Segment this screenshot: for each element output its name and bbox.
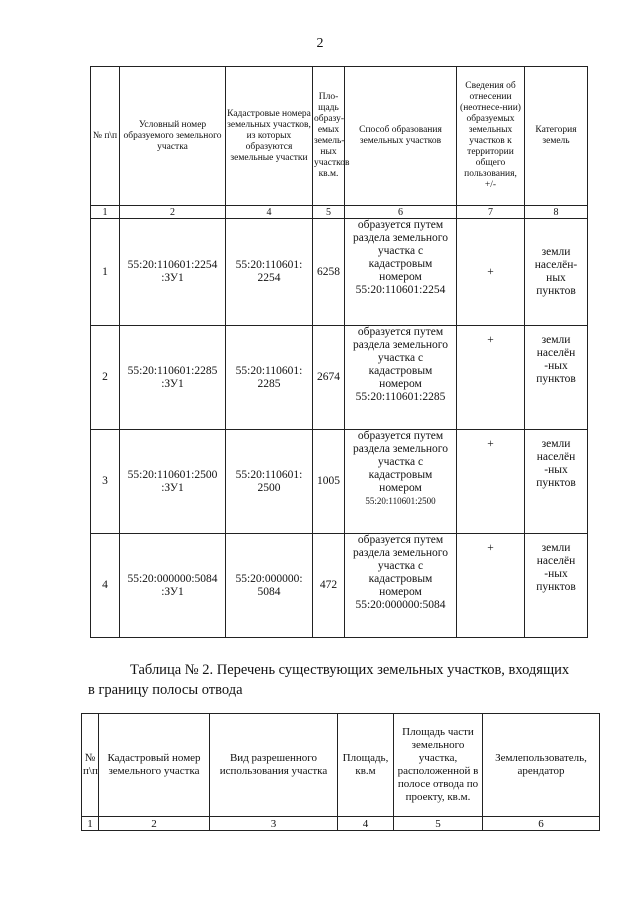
col-number: 2 xyxy=(99,817,210,831)
formation-method-cadastral: 55:20:110601:2500 xyxy=(365,496,436,506)
col-number: 5 xyxy=(313,206,345,219)
table2-caption xyxy=(88,660,598,700)
col-number: 6 xyxy=(483,817,600,831)
conditional-number: 55:20:110601:2285 :ЗУ1 xyxy=(120,326,226,430)
header-land-category: Категория земель xyxy=(525,67,588,206)
land-category: земли населён -ных пунктов xyxy=(525,326,588,430)
header-permitted-use: Вид разрешенного использования участка xyxy=(210,714,338,817)
header-area: Площадь, кв.м xyxy=(338,714,394,817)
col-number: 4 xyxy=(338,817,394,831)
table-row xyxy=(91,219,588,326)
col-number: 1 xyxy=(91,206,120,219)
col-number: 6 xyxy=(345,206,457,219)
public-use-flag: + xyxy=(457,534,525,638)
col-number: 7 xyxy=(457,206,525,219)
conditional-number: 55:20:110601:2500 :ЗУ1 xyxy=(120,430,226,534)
cadastral-number: 55:20:000000: 5084 xyxy=(226,534,313,638)
area: 1005 xyxy=(313,430,345,534)
conditional-number: 55:20:000000:5084 :ЗУ1 xyxy=(120,534,226,638)
col-number: 2 xyxy=(120,206,226,219)
row-number: 3 xyxy=(91,430,120,534)
formation-method: образуется путем раздела земельного участка с кадастровым номером 55:20:110601:2254 xyxy=(345,219,457,326)
header-num: № п\п xyxy=(82,714,99,817)
caption-line-1: Таблица № 2. Перечень существующих земельных участков, входящих xyxy=(130,662,570,678)
header-public-use-info: Сведения об отнесении (неотнесе-нии) образуемых земельных участков к территории общего пользования, +/- xyxy=(457,67,525,206)
header-cadastral-number: Кадастровый номер земельного участка xyxy=(99,714,210,817)
row-number: 1 xyxy=(91,219,120,326)
public-use-flag: + xyxy=(457,430,525,534)
formation-method: образуется путем раздела земельного участка с кадастровым номером 55:20:000000:5084 xyxy=(345,534,457,638)
row-number: 4 xyxy=(91,534,120,638)
land-category: земли населён -ных пунктов xyxy=(525,534,588,638)
col-number: 1 xyxy=(82,817,99,831)
column-number-row xyxy=(82,817,600,831)
formation-method xyxy=(345,430,457,534)
land-category: земли населён -ных пунктов xyxy=(525,430,588,534)
land-category: земли населён-ных пунктов xyxy=(525,219,588,326)
caption-line-2: в границу полосы отвода xyxy=(88,682,243,698)
cadastral-number: 55:20:110601: 2285 xyxy=(226,326,313,430)
page-number: 2 xyxy=(316,36,324,51)
existing-plots-table xyxy=(81,713,600,831)
column-number-row xyxy=(91,206,588,219)
header-cadastral-numbers: Кадастровые номера земельных участков, из которых образуются земельные участки xyxy=(226,67,313,206)
area: 2674 xyxy=(313,326,345,430)
formation-method: образуется путем раздела земельного участка с кадастровым номером 55:20:110601:2285 xyxy=(345,326,457,430)
area: 6258 xyxy=(313,219,345,326)
row-number: 2 xyxy=(91,326,120,430)
header-formation-method: Способ образования земельных участков xyxy=(345,67,457,206)
public-use-flag: + xyxy=(457,219,525,326)
header-land-user: Землепользователь, арендатор xyxy=(483,714,600,817)
table-row xyxy=(91,326,588,430)
conditional-number: 55:20:110601:2254 :ЗУ1 xyxy=(120,219,226,326)
header-row xyxy=(82,714,600,817)
col-number: 8 xyxy=(525,206,588,219)
public-use-flag: + xyxy=(457,326,525,430)
col-number: 5 xyxy=(394,817,483,831)
formation-method-text: образуется путем раздела земельного участка с кадастровым номером xyxy=(353,430,448,494)
cadastral-number: 55:20:110601: 2254 xyxy=(226,219,313,326)
land-plots-table xyxy=(90,66,588,638)
header-conditional-number: Условный номер образуемого земельного участка xyxy=(120,67,226,206)
col-number: 3 xyxy=(210,817,338,831)
table-row xyxy=(91,430,588,534)
table-row xyxy=(91,534,588,638)
header-num: № п\п xyxy=(91,67,120,206)
cadastral-number: 55:20:110601: 2500 xyxy=(226,430,313,534)
header-area: Пло-щадь образу-емых земель-ных участков кв.м. xyxy=(313,67,345,206)
header-part-area: Площадь части земельного участка, расположенной в полосе отвода по проекту, кв.м. xyxy=(394,714,483,817)
area: 472 xyxy=(313,534,345,638)
col-number: 4 xyxy=(226,206,313,219)
header-row xyxy=(91,67,588,206)
